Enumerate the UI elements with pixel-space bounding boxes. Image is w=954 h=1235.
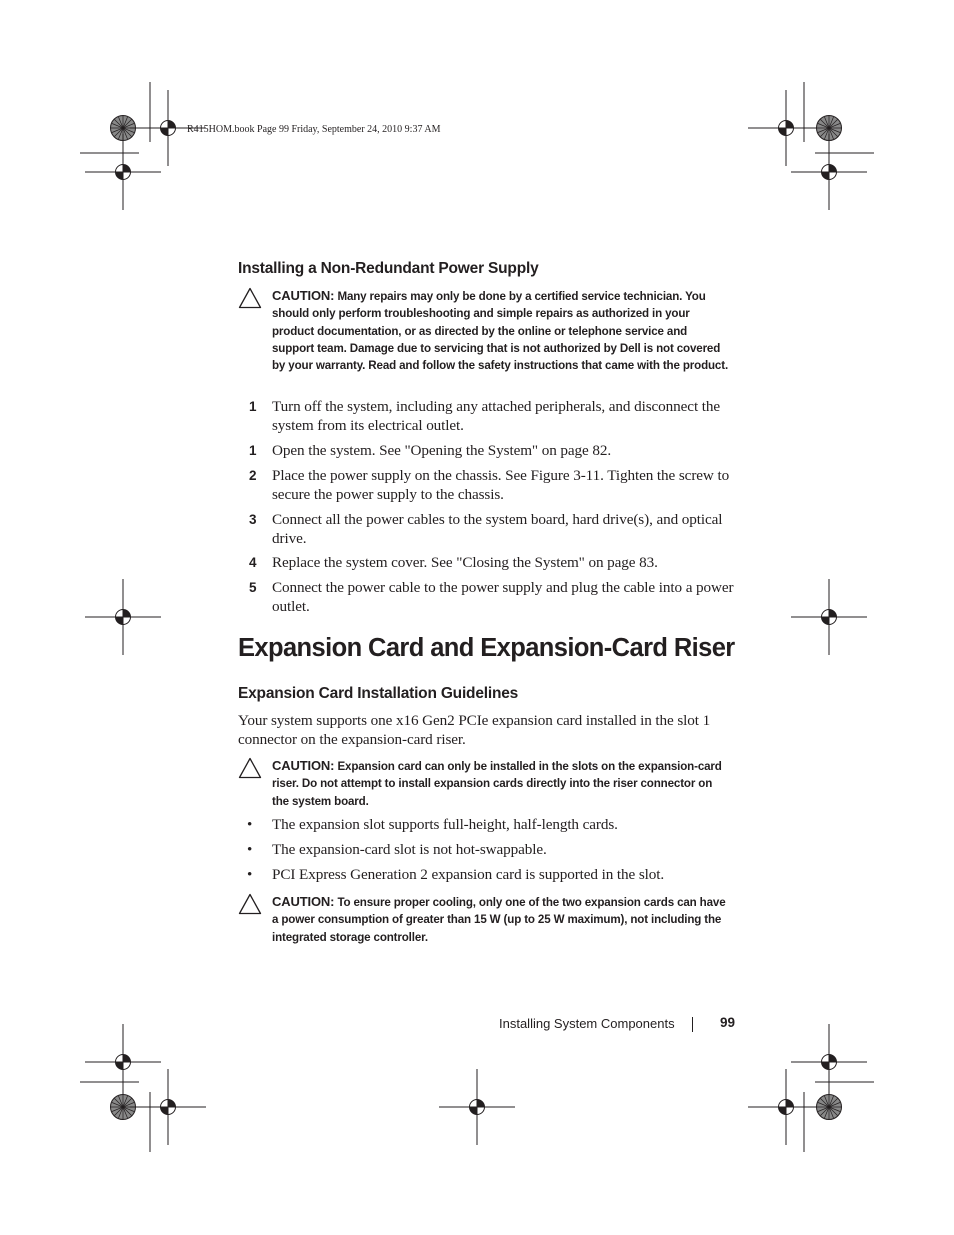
bullet-marker: •	[247, 816, 253, 833]
caution-text: Expansion card can only be installed in the slots on the expansion-card riser. Do not attempt to install expansion cards directly into the riser connector on the system board.	[272, 760, 722, 808]
bullet-text: The expansion-card slot is not hot-swappable.	[272, 841, 547, 858]
registration-mark-icon	[748, 90, 824, 166]
step-text: Place the power supply on the chassis. See Figure 3-11. Tighten the screw to secure the power supply to the chassis.	[272, 467, 730, 503]
chapter-heading-expansion-card: Expansion Card and Expansion-Card Riser	[238, 634, 735, 662]
footer-divider	[692, 1017, 693, 1032]
registration-mark-icon	[791, 579, 867, 655]
section-heading-power-supply: Installing a Non-Redundant Power Supply	[238, 260, 539, 277]
caution-notice	[238, 757, 728, 810]
step-text: Connect all the power cables to the system board, hard drive(s), and optical drive.	[272, 511, 723, 547]
step-item	[238, 467, 738, 505]
registration-mark-icon	[85, 134, 161, 210]
starburst-target-icon	[817, 1095, 842, 1120]
intro-paragraph: Your system supports one x16 Gen2 PCIe expansion card installed in the slot 1 connector on the expansion-card riser.	[238, 712, 711, 748]
caution-triangle-icon	[238, 893, 262, 915]
caution-notice	[238, 287, 728, 374]
page-number: 99	[720, 1015, 736, 1030]
section-heading-guidelines: Expansion Card Installation Guidelines	[238, 685, 519, 702]
caution-label: CAUTION:	[272, 758, 335, 773]
step-item	[238, 442, 738, 461]
registration-mark-icon	[130, 1069, 206, 1145]
registration-mark-icon	[439, 1069, 515, 1145]
step-number: 1	[249, 399, 257, 414]
caution-text: Many repairs may only be done by a certified service technician. You should only perform troubleshooting and simple repairs as authorized in your product documentation, or as directed by the online or telephone service and support team. Damage due to servicing that is not authorized by Dell is not covered by your warranty. Read and follow the safety instructions that came with the product.	[272, 290, 729, 373]
step-number: 4	[249, 555, 257, 570]
step-number: 5	[249, 580, 257, 595]
bullet-marker: •	[247, 841, 253, 858]
registration-mark-icon	[748, 1069, 824, 1145]
registration-mark-icon	[791, 1024, 867, 1100]
step-number: 3	[249, 512, 257, 527]
registration-mark-icon	[85, 579, 161, 655]
step-item	[238, 579, 738, 617]
registration-mark-icon	[791, 134, 867, 210]
registration-mark-icon	[85, 1024, 161, 1100]
caution-label: CAUTION:	[272, 894, 335, 909]
step-item	[238, 554, 738, 573]
step-text: Connect the power cable to the power supply and plug the cable into a power outlet.	[272, 579, 734, 615]
caution-notice	[238, 893, 728, 946]
caution-text: To ensure proper cooling, only one of the two expansion cards can have a power consumption of greater than 15 W (up to 25 W maximum), not including the integrated storage controller.	[272, 896, 726, 944]
caution-triangle-icon	[238, 287, 262, 309]
step-text: Turn off the system, including any attached peripherals, and disconnect the system from its electrical outlet.	[272, 398, 721, 434]
step-text: Replace the system cover. See "Closing the System" on page 83.	[272, 554, 658, 571]
step-number: 2	[249, 468, 257, 483]
footer-section-label: Installing System Components	[499, 1016, 675, 1031]
print-header: R415HOM.book Page 99 Friday, September 24, 2010 9:37 AM	[187, 124, 441, 135]
bullet-text: The expansion slot supports full-height, half-length cards.	[272, 816, 618, 833]
bullet-marker: •	[247, 866, 253, 883]
caution-label: CAUTION:	[272, 288, 335, 303]
bullet-item	[238, 866, 738, 885]
step-text: Open the system. See "Opening the System" on page 82.	[272, 442, 612, 459]
step-number: 1	[249, 443, 257, 458]
step-item	[238, 511, 738, 549]
bullet-text: PCI Express Generation 2 expansion card is supported in the slot.	[272, 866, 665, 883]
step-item	[238, 398, 738, 436]
bullet-item	[238, 816, 738, 835]
caution-triangle-icon	[238, 757, 262, 779]
bullet-item	[238, 841, 738, 860]
